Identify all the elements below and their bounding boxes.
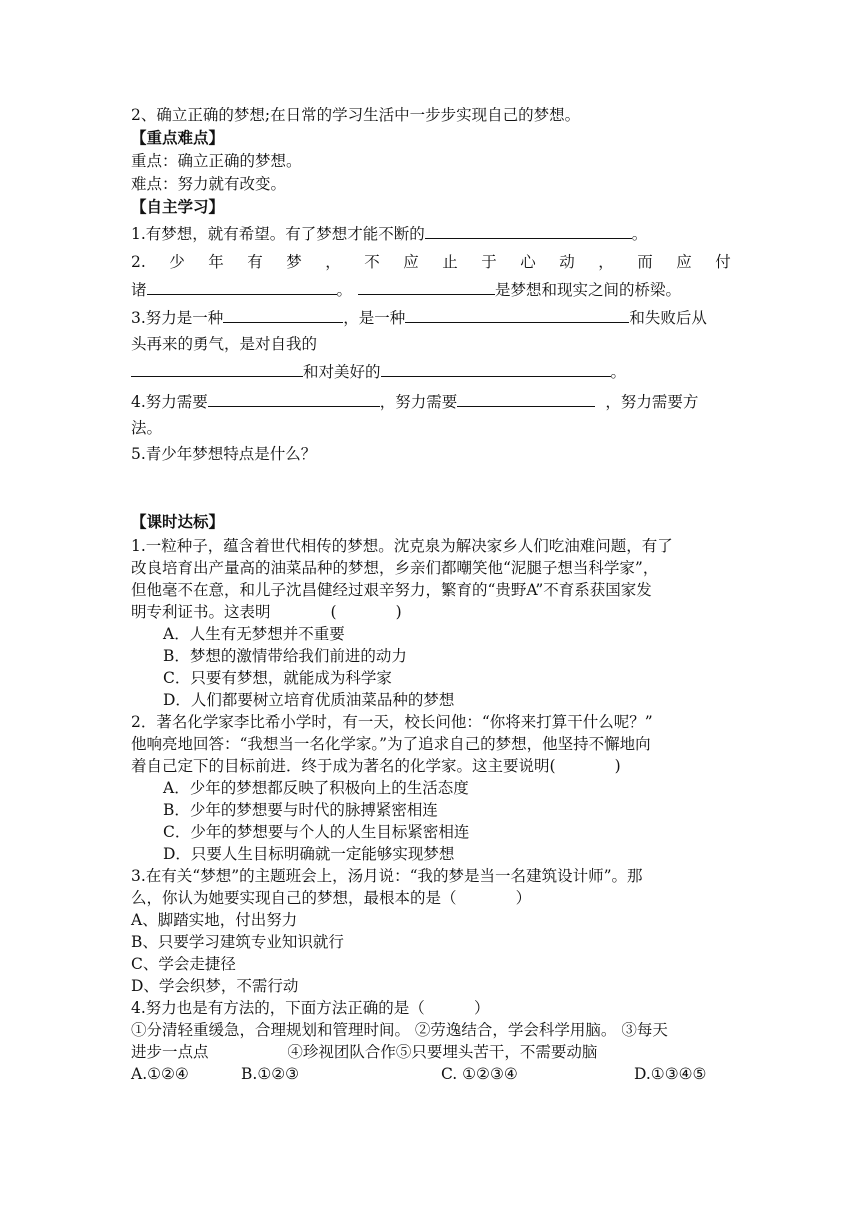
q2-char: 而 xyxy=(637,253,653,271)
q4-text-b: ，努力需要 xyxy=(379,393,458,411)
q3-text-b: ，是一种 xyxy=(343,309,406,327)
practice-q2-line: 着自己定下的目标前进．终于成为著名的化学家。这主要说明( ) xyxy=(131,757,621,775)
q2-text-b: 。 xyxy=(336,281,353,299)
q2-char: 动 xyxy=(559,253,575,271)
q3-blank-4[interactable] xyxy=(381,360,611,377)
q1-stem-end: 明专利证书。这表明 xyxy=(131,603,271,621)
q3-text-d: 和对美好的 xyxy=(303,363,381,381)
practice-q4-line: ①分清轻重缓急，合理规划和管理时间。 ②劳逸结合，学会科学用脑。 ③每天 xyxy=(131,1021,668,1039)
practice-q4-option[interactable]: B.①②③ xyxy=(241,1065,300,1083)
q3-blank-2[interactable] xyxy=(405,306,629,323)
practice-q3-option[interactable]: A、脚踏实地，付出努力 xyxy=(131,911,298,929)
practice-q1-line xyxy=(131,601,731,623)
practice-q1-line: 改良培育出产量高的油菜品种的梦想，乡亲们都嘲笑他“泥腿子想当科学家”， xyxy=(131,559,659,577)
q3-blank-1[interactable] xyxy=(223,306,343,323)
practice-q4-options xyxy=(131,1063,731,1085)
self-study-q4-line2: 法。 xyxy=(131,419,163,437)
practice-q3-option[interactable]: C、学会走捷径 xyxy=(131,955,236,973)
q1-end: 。 xyxy=(631,225,648,243)
self-study-q3-line2: 头再来的勇气，是对自我的 xyxy=(131,335,318,353)
q3-blank-3[interactable] xyxy=(131,360,303,377)
practice-q1-option[interactable]: C．只要有梦想，就能成为科学家 xyxy=(163,669,392,687)
q2-text-c: 是梦想和现实之间的桥梁。 xyxy=(495,281,682,299)
q2-char: 有 xyxy=(247,253,263,271)
practice-q2-option[interactable]: B．少年的梦想要与时代的脉搏紧密相连 xyxy=(163,801,438,819)
q2-char: 应 xyxy=(676,253,692,271)
practice-q3-line: 3.在有关“梦想”的主题班会上，汤月说：“我的梦是当一名建筑设计师”。那 xyxy=(131,867,643,885)
q3-text-a: 3.努力是一种 xyxy=(131,309,224,327)
q2-char: 不 xyxy=(364,253,380,271)
self-study-q4-line1 xyxy=(131,390,731,413)
q1-blank[interactable] xyxy=(425,222,632,239)
practice-q3-option[interactable]: D、学会织梦，不需行动 xyxy=(131,977,299,995)
q2-char: 梦 xyxy=(286,253,302,271)
practice-heading: 【课时达标】 xyxy=(131,512,225,531)
q2-blank-1[interactable] xyxy=(147,278,337,295)
q4-text-a: 4.努力需要 xyxy=(131,393,208,411)
practice-q4-option[interactable]: D.①③④⑤ xyxy=(634,1065,707,1083)
key-point: 重点：确立正确的梦想。 xyxy=(131,152,302,170)
q3-text-c: 和失败后从 xyxy=(629,309,707,327)
q2-char: 止 xyxy=(442,253,458,271)
practice-q1-option[interactable]: A．人生有无梦想并不重要 xyxy=(163,625,345,643)
practice-q2-option[interactable]: D．只要人生目标明确就一定能够实现梦想 xyxy=(163,845,455,863)
self-study-q3-line3 xyxy=(131,360,731,383)
q2-char: 于 xyxy=(481,253,497,271)
practice-q2-option[interactable]: C．少年的梦想要与个人的人生目标紧密相连 xyxy=(163,823,470,841)
q4-blank-2[interactable] xyxy=(457,390,595,407)
practice-q2-line: 2．著名化学家李比希小学时，有一天，校长问他：“你将来打算干什么呢？” xyxy=(131,713,653,731)
learning-goal-2: 2、确立正确的梦想;在日常的学习生活中一步步实现自己的梦想。 xyxy=(131,106,581,124)
practice-q3-option[interactable]: B、只要学习建筑专业知识就行 xyxy=(131,933,344,951)
key-difficulty-heading: 【重点难点】 xyxy=(131,128,225,147)
practice-q4-option[interactable]: C. ①②③④ xyxy=(441,1065,518,1083)
q2-char: 年 xyxy=(208,253,224,271)
q4-blank-1[interactable] xyxy=(208,390,380,407)
practice-q1-line: 但他毫不在意，和儿子沈昌健经过艰辛努力，繁育的“贵野A”不育系获国家发 xyxy=(131,581,652,599)
q2-text-a: 诸 xyxy=(131,281,147,299)
practice-q1-option[interactable]: D．人们都要树立培育优质油菜品种的梦想 xyxy=(163,691,455,709)
q2-char: 付 xyxy=(715,253,731,271)
q4-text-c: ，努力需要方 xyxy=(605,393,699,411)
q2-char: 2. xyxy=(131,253,146,271)
practice-q3-line: 么，你认为她要实现自己的梦想，最根本的是（ ） xyxy=(131,889,532,907)
q3-text-e: 。 xyxy=(610,363,627,381)
self-study-q2-line1 xyxy=(131,251,731,273)
q2-char: 少 xyxy=(169,253,185,271)
self-study-q1 xyxy=(131,222,731,245)
practice-q1-option[interactable]: B．梦想的激情带给我们前进的动力 xyxy=(163,647,407,665)
self-study-q2-line2 xyxy=(131,278,731,301)
self-study-q5: 5.青少年梦想特点是什么？ xyxy=(131,445,317,463)
q1-text: 1.有梦想，就有希望。有了梦想才能不断的 xyxy=(131,225,425,243)
q1-answer-paren[interactable]: ( ) xyxy=(330,603,402,621)
practice-q4-option[interactable]: A.①②④ xyxy=(131,1065,189,1083)
practice-q4-line: 4.努力也是有方法的，下面方法正确的是（ ） xyxy=(131,999,490,1017)
q2-char: 心 xyxy=(520,253,536,271)
difficult-point: 难点：努力就有改变。 xyxy=(131,175,287,193)
self-study-heading: 【自主学习】 xyxy=(131,197,225,216)
q2-blank-2[interactable] xyxy=(358,278,495,295)
practice-q2-option[interactable]: A．少年的梦想都反映了积极向上的生活态度 xyxy=(163,779,469,797)
q2-char: ， xyxy=(325,253,341,271)
q2-char: 应 xyxy=(403,253,419,271)
self-study-q3-line1 xyxy=(131,306,731,329)
q2-char: ， xyxy=(598,253,614,271)
practice-q2-line: 他响亮地回答：“我想当一名化学家。”为了追求自己的梦想，他坚持不懈地向 xyxy=(131,735,651,753)
practice-q4-line: 进步一点点 ④珍视团队合作⑤只要埋头苦干，不需要动脑 xyxy=(131,1043,598,1061)
practice-q1-line: 1.一粒种子，蕴含着世代相传的梦想。沈克泉为解决家乡人们吃油难问题，有了 xyxy=(131,537,673,555)
